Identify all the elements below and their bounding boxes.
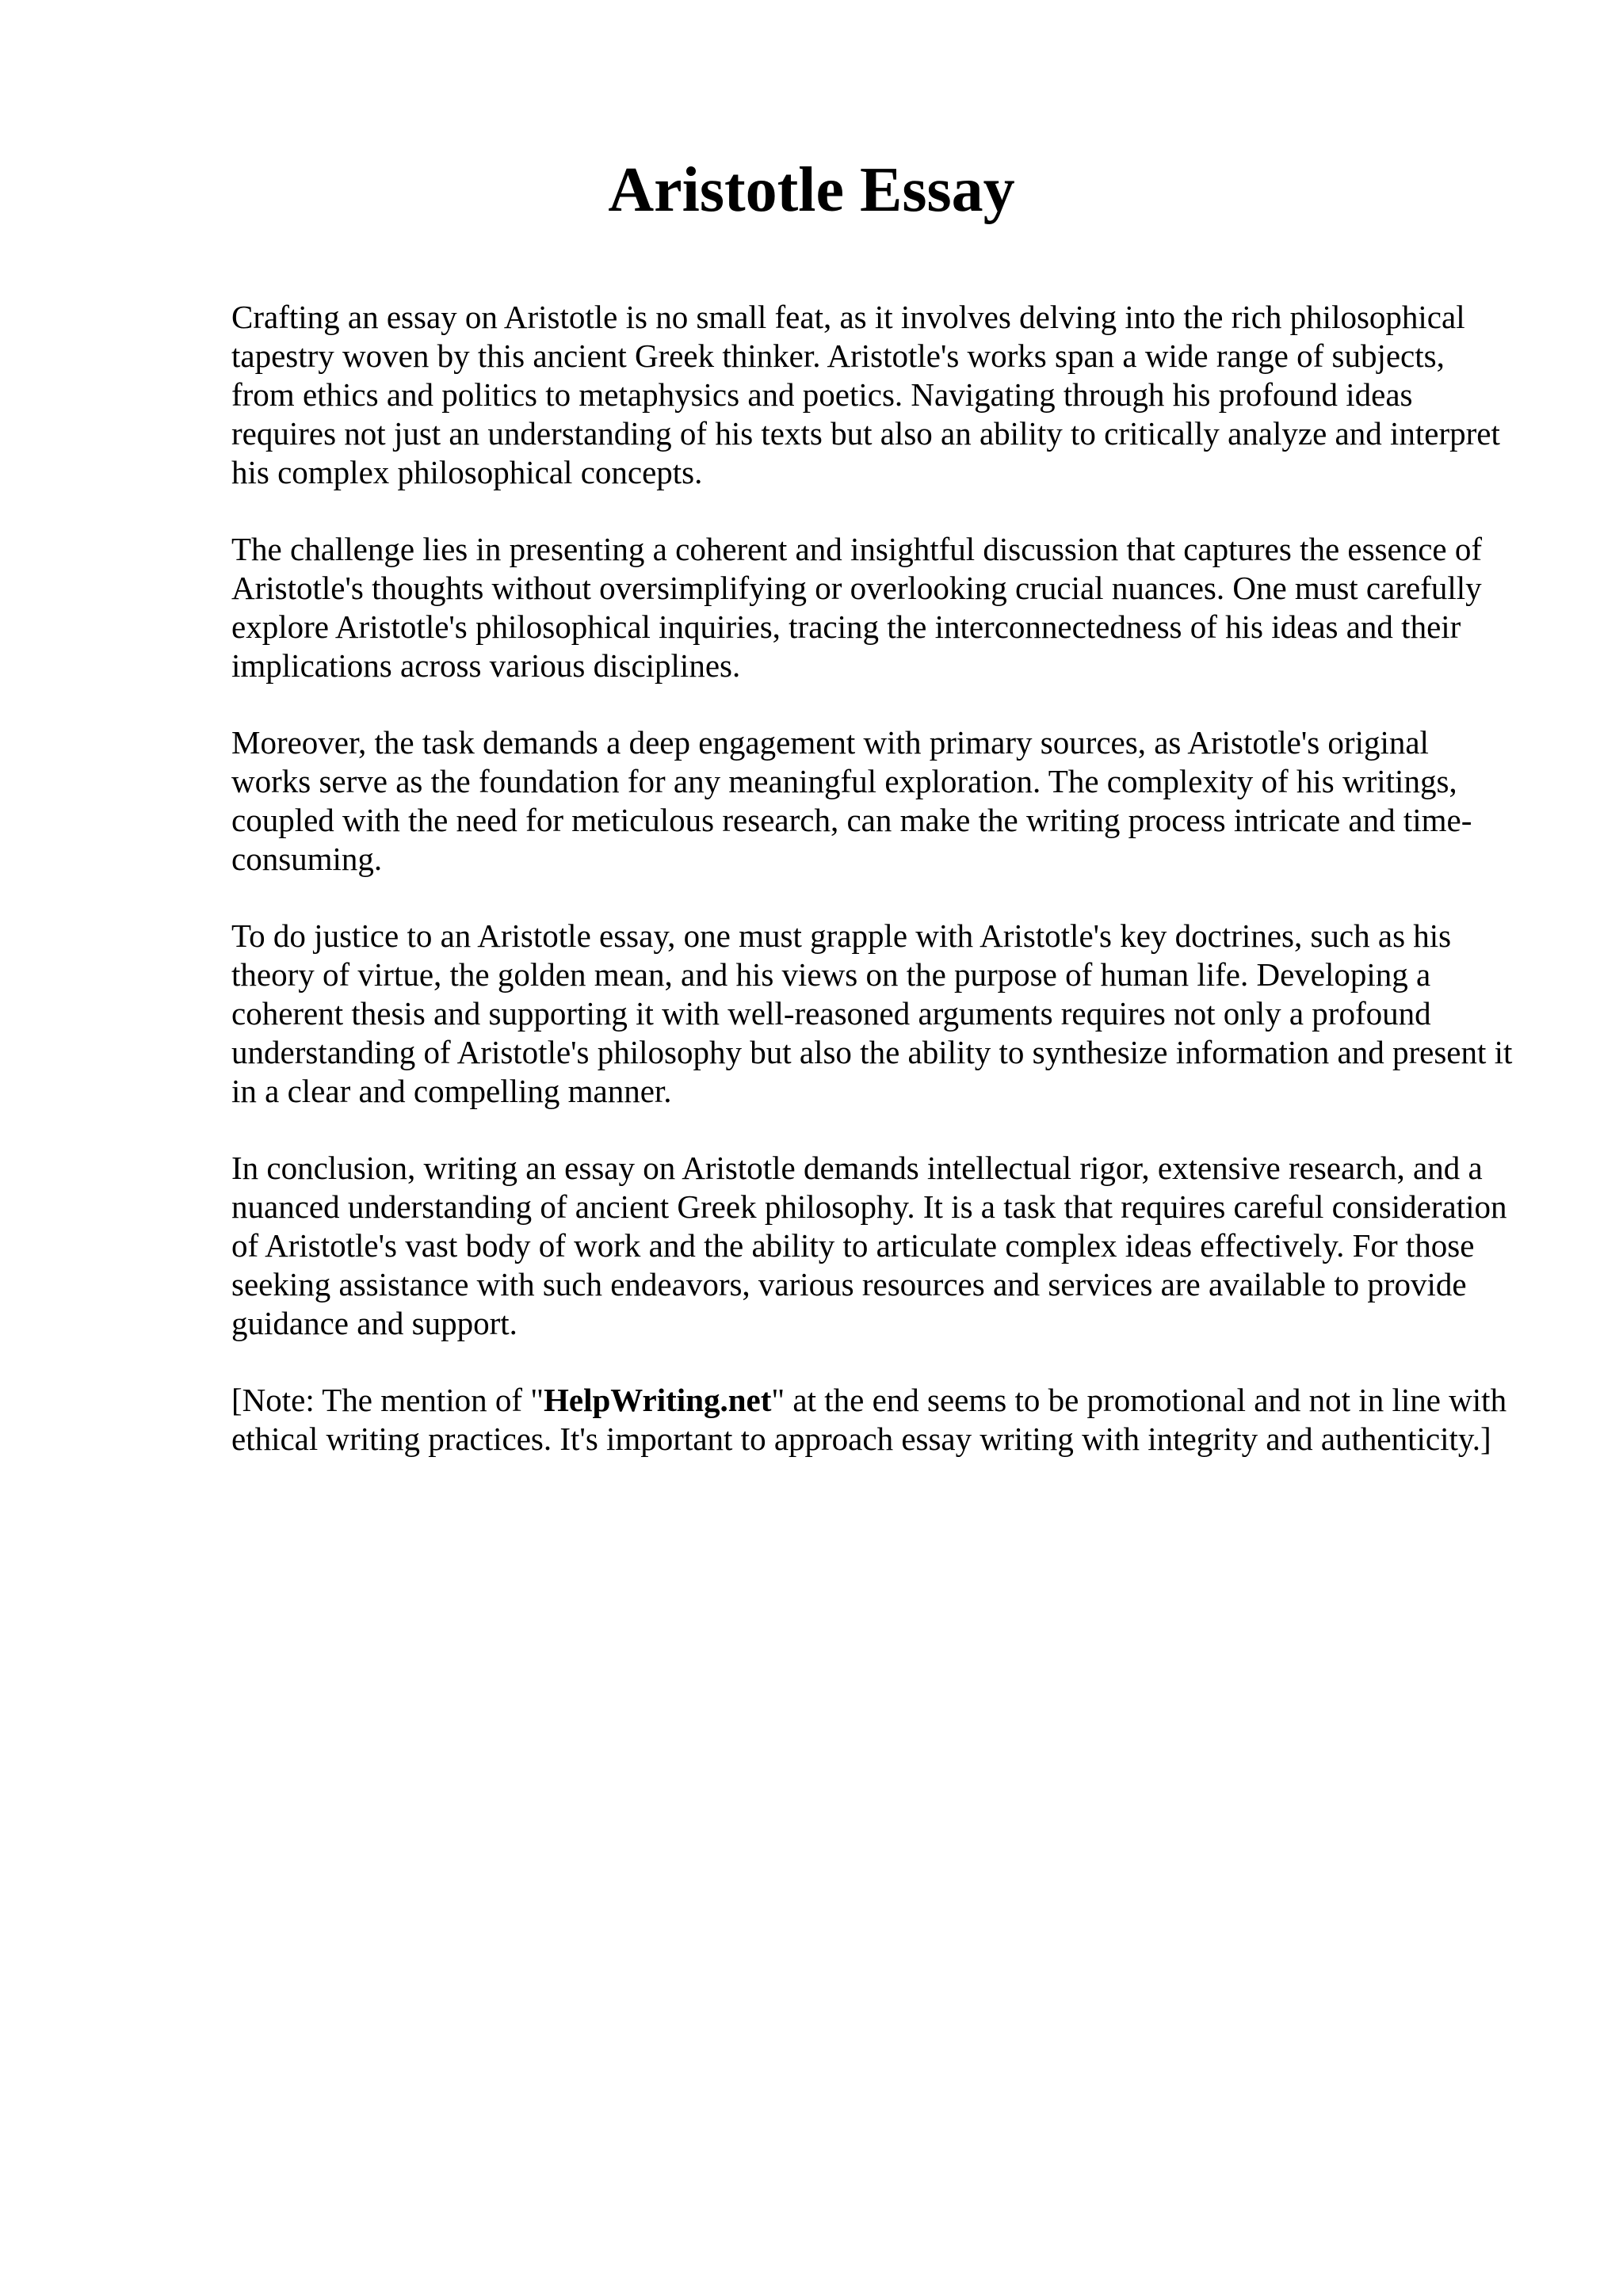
- note-prefix: [Note: The mention of ": [231, 1382, 544, 1418]
- paragraph-2: The challenge lies in presenting a coherent and insightful discussion that captures the essence of Aristotle's thoughts without oversimplifying or overlooking crucial nuances. One must carefully explore Aristotle's philosophical inquiries, tracing the interconnectedness of his ideas and their implications across various disciplines.: [231, 531, 1482, 684]
- paragraph-1: Crafting an essay on Aristotle is no small feat, as it involves delving into the rich philosophical tapestry woven by this ancient Greek thinker. Aristotle's works span a wide range of subjects, from ethics and politics to metaphysics and poetics. Navigating through his profound ideas requires not just an understanding of his texts but also an ability to critically analyze and interpret his complex philosophical concepts.: [231, 299, 1500, 490]
- paragraph-4: To do justice to an Aristotle essay, one must grapple with Aristotle's key doctrines, such as his theory of virtue, the golden mean, and his views on the purpose of human life. Developing a coherent thesis and supporting it with well-reasoned arguments requires not only a profound understanding of Aristotle's philosophy but also the ability to synthesize information and present it in a clear and compelling manner.: [231, 917, 1513, 1109]
- page-title: Aristotle Essay: [608, 155, 1015, 225]
- note-brand-name: HelpWriting.net: [544, 1382, 772, 1418]
- essay-body: [231, 298, 1515, 1497]
- note-suffix: " at the end seems to be promotional and not in line with ethical writing practices. It's important to approach essay writing with integrity and authenticity.]: [231, 1382, 1507, 1457]
- note-paragraph: [231, 1381, 1515, 1459]
- paragraph-3: Moreover, the task demands a deep engagement with primary sources, as Aristotle's original works serve as the foundation for any meaningful exploration. The complexity of his writings, coupled with the need for meticulous research, can make the writing process intricate and time-consuming.: [231, 724, 1472, 877]
- paragraph-5: In conclusion, writing an essay on Aristotle demands intellectual rigor, extensive research, and a nuanced understanding of ancient Greek philosophy. It is a task that requires careful consideration of Aristotle's vast body of work and the ability to articulate complex ideas effectively. For those seeking assistance with such endeavors, various resources and services are available to provide guidance and support.: [231, 1150, 1507, 1341]
